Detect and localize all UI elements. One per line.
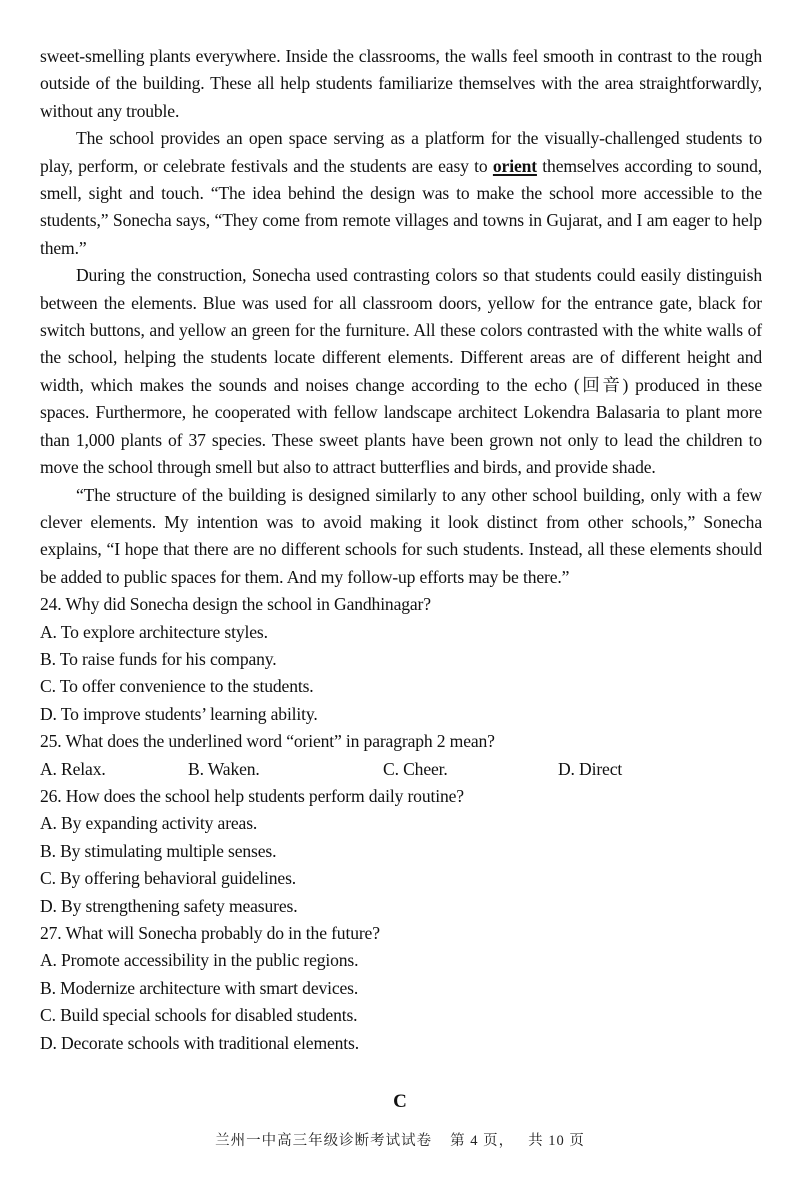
option-a: A. By expanding activity areas. <box>40 813 258 834</box>
option-b: B. By stimulating multiple senses. <box>40 840 277 861</box>
option-b: B. Waken. <box>188 758 260 779</box>
underlined-word-orient: orient <box>492 155 537 176</box>
option-c: C. Build special schools for disabled students. <box>40 1005 358 1026</box>
option-a: A. Promote accessibility in the public regions. <box>40 950 359 971</box>
paragraph-2-before: The school provides an open space serving as a platform for the visually-challenged students to play, perform, or celebrate festivals and the students are easy to <box>40 128 762 176</box>
question-stem: 24. Why did Sonecha design the school in Gandhinagar? <box>40 594 431 615</box>
exam-page <box>40 43 762 1057</box>
question-stem: 26. How does the school help students perform daily routine? <box>40 785 464 806</box>
passage-paragraph-1-continuation: sweet-smelling plants everywhere. Inside the classrooms, the walls feel smooth in contrast to the rough outside of the building. These all help students familiarize themselves with the area straightforwardly, without any trouble. <box>40 46 762 121</box>
question-25 <box>40 728 762 783</box>
option-b: B. To raise funds for his company. <box>40 648 277 669</box>
total-pages-label: 共 10 页 <box>528 1133 585 1149</box>
option-d: D. Decorate schools with traditional elements. <box>40 1032 359 1053</box>
passage-paragraph-2 <box>40 125 762 262</box>
paragraph-2-after: themselves according to sound, smell, sight and touch. “The idea behind the design was to make the school more accessible to the students,” Sonecha says, “They come from remote villages and towns in Gujarat, and I am eager to help them.” <box>40 155 762 258</box>
passage-paragraph-4: “The structure of the building is designed similarly to any other school building, only with a few clever elements. My intention was to avoid making it look distinct from other schools,” Sonecha explains, “I hope that there are no different schools for such students. Instead, all these elements should be added to public spaces for them. And my follow-up efforts may be there.” <box>40 484 762 587</box>
exam-title: 兰州一中高三年级诊断考试试卷 <box>215 1133 433 1149</box>
question-27 <box>40 920 762 1057</box>
option-d: D. By strengthening safety measures. <box>40 895 298 916</box>
page-footer <box>0 1131 800 1151</box>
options-row <box>40 756 762 783</box>
option-d: D. Direct <box>558 758 623 779</box>
option-c: C. Cheer. <box>383 758 448 779</box>
option-d: D. To improve students’ learning ability. <box>40 703 318 724</box>
question-stem: 25. What does the underlined word “orient” in paragraph 2 mean? <box>40 731 495 752</box>
option-b: B. Modernize architecture with smart devices. <box>40 977 359 998</box>
question-stem: 27. What will Sonecha probably do in the future? <box>40 923 380 943</box>
option-c: C. By offering behavioral guidelines. <box>40 868 297 889</box>
option-a: A. To explore architecture styles. <box>40 621 268 642</box>
section-heading-c: C <box>393 1091 407 1112</box>
passage-paragraph-3: During the construction, Sonecha used contrasting colors so that students could easily distinguish between the elements. Blue was used for all classroom doors, yellow for the entrance gate, black for switch buttons, and yellow an green for the furniture. All these colors contrasted with the white walls of the school, helping the students locate different elements. Different areas are of different height and width, which makes the sounds and noises change according to the echo (回音) produced in these spaces. Furthermore, he cooperated with fellow landscape architect Lokendra Balasaria to plant more than 1,000 plants of 37 species. These sweet plants have been grown not only to lead the children to move the school through smell but also to attract butterflies and birds, and provide shade. <box>40 265 762 478</box>
page-number-label: 第 4 页， <box>450 1133 515 1149</box>
option-a: A. Relax. <box>40 758 106 779</box>
question-26 <box>40 783 762 920</box>
option-c: C. To offer convenience to the students. <box>40 676 314 697</box>
question-24 <box>40 591 762 728</box>
